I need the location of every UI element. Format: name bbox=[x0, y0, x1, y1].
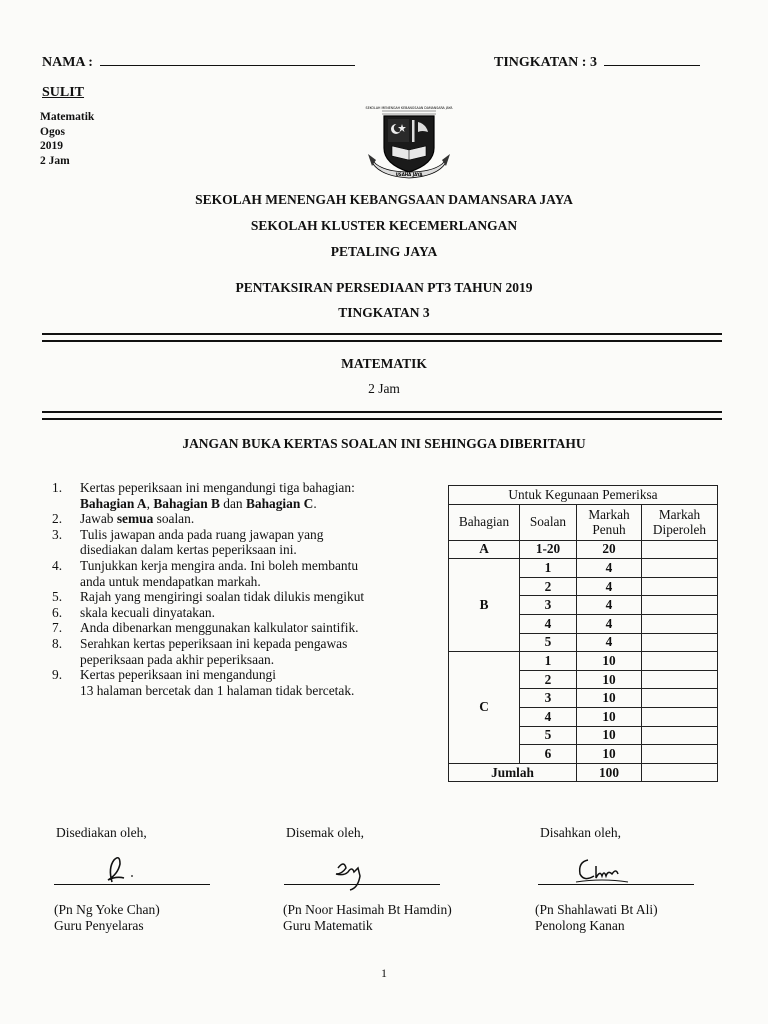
nama-label: NAMA : bbox=[42, 55, 93, 70]
marks-total-input[interactable] bbox=[642, 763, 718, 782]
instruction-item: 4. Tunjukkan kerja mengira anda. Ini boleh membantu anda untuk mendapatkan markah. bbox=[52, 557, 359, 589]
instruction-item: 8. Serahkan kertas peperiksaan ini kepada pengawas peperiksaan pada akhir peperiksaan. bbox=[52, 635, 348, 667]
crest-motto: USAHA JAYA bbox=[395, 172, 423, 177]
marks-input[interactable] bbox=[642, 670, 718, 689]
sig-line-2 bbox=[284, 884, 440, 885]
sig-block-checked bbox=[283, 902, 452, 934]
paper-subject: MATEMATIK bbox=[341, 356, 427, 371]
sig-name: (Pn Noor Hasimah Bt Hamdin) bbox=[283, 902, 452, 917]
signature-1 bbox=[90, 848, 160, 888]
sig-role: Guru Matematik bbox=[283, 918, 373, 933]
instruction-item: Bahagian A, Bahagian B dan Bahagian C. bbox=[80, 495, 317, 511]
instruction-item: 6. skala kecuali dinyatakan. bbox=[52, 604, 215, 620]
school-cluster: SEKOLAH KLUSTER KECEMERLANGAN bbox=[250, 218, 518, 233]
examiner-table bbox=[448, 485, 718, 782]
meta-subject: Matematik bbox=[40, 111, 95, 123]
sig-block-prepared bbox=[54, 902, 160, 934]
table-row: 2 4 bbox=[449, 577, 718, 596]
crest-text: SEKOLAH MENENGAH KEBANGSAAN DAMANSARA JAYA bbox=[365, 106, 453, 110]
sulit-label: SULIT bbox=[42, 85, 85, 100]
table-row: 3 4 bbox=[449, 596, 718, 615]
sig-block-approved bbox=[535, 902, 658, 934]
meta-month: Ogos bbox=[40, 125, 65, 138]
col-soalan: Soalan bbox=[520, 504, 577, 540]
sig-line-3 bbox=[538, 884, 694, 885]
table-row: 5 10 bbox=[449, 726, 718, 745]
marks-input[interactable] bbox=[642, 614, 718, 633]
sig-name: (Pn Shahlawati Bt Ali) bbox=[535, 902, 658, 917]
instruction-item: 3. Tulis jawapan anda pada ruang jawapan yang disediakan dalam kertas peperiksaan ini. bbox=[52, 526, 324, 558]
paper-meta bbox=[40, 110, 94, 168]
marks-input[interactable] bbox=[642, 745, 718, 764]
divider-top bbox=[42, 333, 722, 342]
tingkatan-field[interactable] bbox=[604, 65, 700, 66]
nama-row bbox=[42, 55, 355, 71]
form-title: TINGKATAN 3 bbox=[338, 305, 430, 320]
tingkatan-value: 3 bbox=[589, 55, 597, 70]
warning-text: JANGAN BUKA KERTAS SOALAN INI SEHINGGA DIBERITAHU bbox=[182, 436, 586, 451]
marks-input[interactable] bbox=[642, 540, 718, 559]
table-row: 4 10 bbox=[449, 707, 718, 726]
page-number: 1 bbox=[381, 966, 387, 980]
exam-title: PENTAKSIRAN PERSEDIAAN PT3 TAHUN 2019 bbox=[235, 280, 533, 295]
tingkatan-label: TINGKATAN : bbox=[494, 55, 587, 70]
sig-heading-prepared: Disediakan oleh, bbox=[56, 825, 147, 840]
instruction-item: 7. Anda dibenarkan menggunakan kalkulator saintifik. bbox=[52, 620, 359, 636]
signature-3 bbox=[572, 852, 632, 888]
instructions bbox=[52, 480, 422, 698]
table-row: 2 10 bbox=[449, 670, 718, 689]
marks-input[interactable] bbox=[642, 726, 718, 745]
signature-2 bbox=[328, 856, 378, 896]
table-row: A 1-20 20 bbox=[449, 540, 718, 559]
sig-line-1 bbox=[54, 884, 210, 885]
instruction-item: 5. Rajah yang mengiringi soalan tidak dilukis mengikut bbox=[52, 589, 365, 605]
divider-bottom bbox=[42, 411, 722, 420]
school-city: PETALING JAYA bbox=[330, 244, 438, 259]
jumlah-label: Jumlah bbox=[449, 763, 577, 782]
sig-name: (Pn Ng Yoke Chan) bbox=[54, 902, 160, 917]
school-crest-logo bbox=[362, 102, 456, 184]
marks-input[interactable] bbox=[642, 559, 718, 578]
nama-field[interactable] bbox=[100, 65, 355, 66]
col-markah-penuh: Markah Penuh bbox=[577, 504, 642, 540]
marks-input[interactable] bbox=[642, 633, 718, 652]
marks-input[interactable] bbox=[642, 652, 718, 671]
paper-duration: 2 Jam bbox=[368, 381, 400, 396]
marks-input[interactable] bbox=[642, 577, 718, 596]
marks-input[interactable] bbox=[642, 707, 718, 726]
jumlah-value: 100 bbox=[577, 763, 642, 782]
meta-duration: 2 Jam bbox=[40, 154, 70, 167]
sig-role: Guru Penyelaras bbox=[54, 918, 144, 933]
table-row: 4 4 bbox=[449, 614, 718, 633]
table-row: B 1 4 bbox=[449, 559, 718, 578]
table-row: 5 4 bbox=[449, 633, 718, 652]
sig-heading-checked: Disemak oleh, bbox=[286, 825, 364, 840]
tingkatan-row bbox=[494, 55, 700, 71]
meta-year: 2019 bbox=[40, 140, 63, 152]
table-total-row bbox=[449, 763, 718, 782]
table-row: 6 10 bbox=[449, 745, 718, 764]
col-bahagian: Bahagian bbox=[449, 504, 520, 540]
marks-input[interactable] bbox=[642, 596, 718, 615]
school-name: SEKOLAH MENENGAH KEBANGSAAN DAMANSARA JAYA bbox=[195, 192, 573, 207]
col-markah-diperoleh: Markah Diperoleh bbox=[642, 504, 718, 540]
sig-heading-approved: Disahkan oleh, bbox=[540, 825, 621, 840]
table-row: 3 10 bbox=[449, 689, 718, 708]
marks-input[interactable] bbox=[642, 689, 718, 708]
instruction-item: 9. Kertas peperiksaan ini mengandungi 13 halaman bercetak dan 1 halaman tidak bercetak. bbox=[52, 667, 355, 698]
table-title: Untuk Kegunaan Pemeriksa bbox=[449, 486, 718, 505]
sig-role: Penolong Kanan bbox=[535, 918, 625, 933]
table-row: C 1 10 bbox=[449, 652, 718, 671]
instruction-item: 1. Kertas peperiksaan ini mengandungi tiga bahagian: bbox=[52, 480, 355, 495]
instruction-item: 2. Jawab semua soalan. bbox=[52, 511, 195, 527]
